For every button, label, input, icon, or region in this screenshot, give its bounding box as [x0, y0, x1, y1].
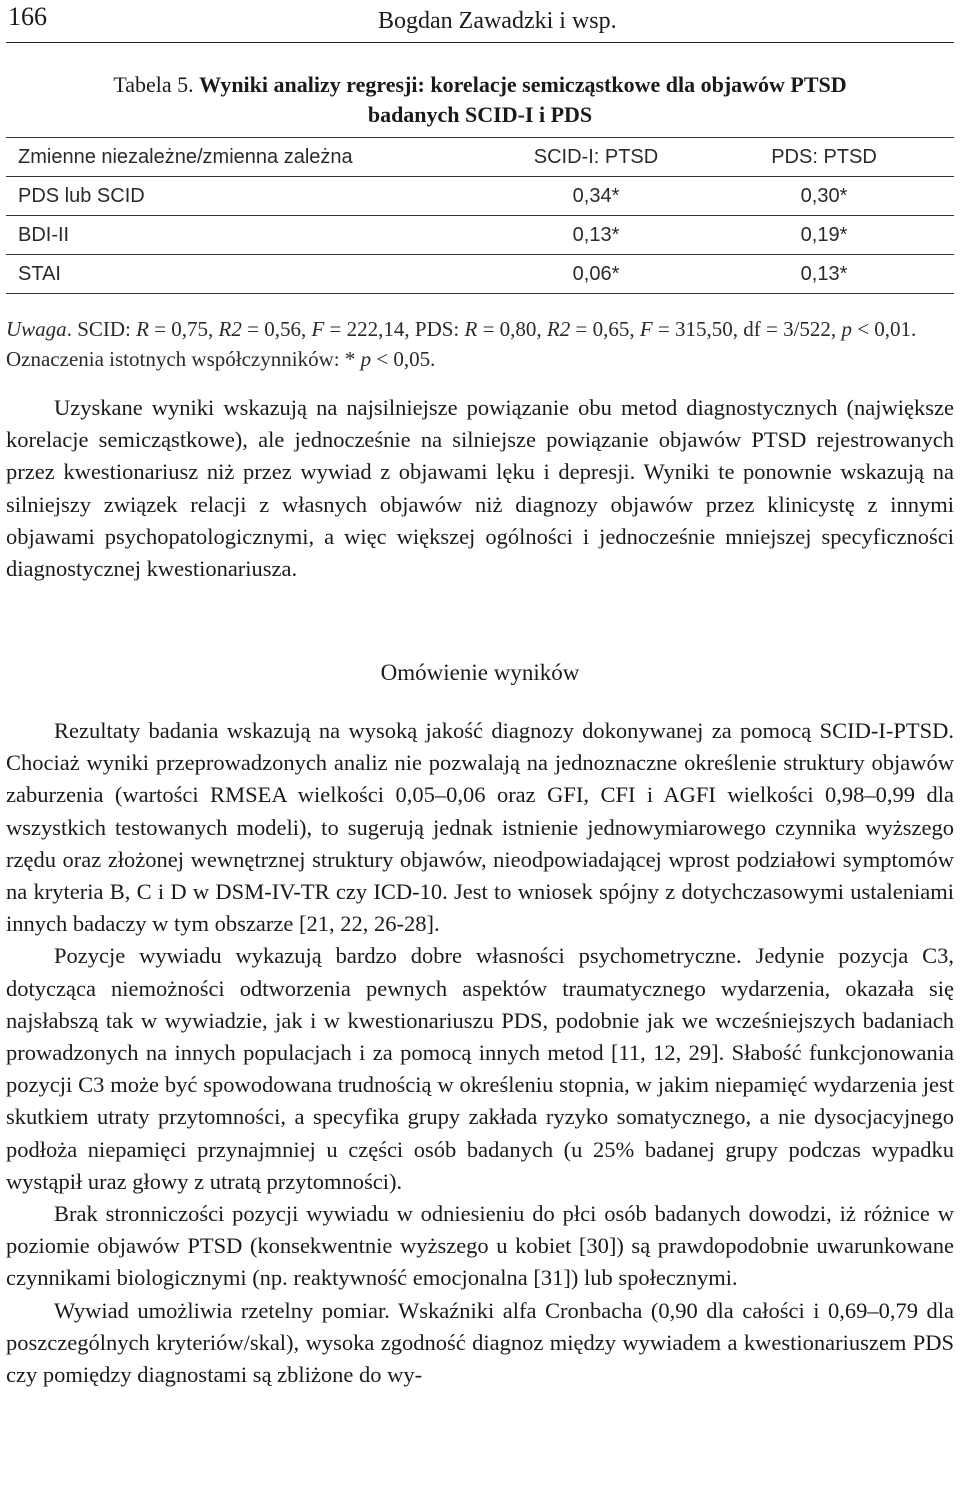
table-title-line-2: badanych SCID-I i PDS	[367, 102, 593, 127]
results-discussion-text	[6, 392, 954, 585]
running-head: Bogdan Zawadzki i wsp.	[378, 8, 617, 34]
note-symbol: p	[360, 347, 372, 371]
table-caption	[0, 70, 960, 130]
table-header-row	[6, 138, 954, 177]
body-paragraph: Wywiad umożliwia rzetelny pomiar. Wskaźniki alfa Cronbacha (0,90 dla całości i 0,69–0,79 dla poszczególnych kryteriów/skal), wysoka zgodność diagnoz między wywiadem a kwestionariuszem PDS czy pomiędzy diagnostami są zbliżone do wy-	[6, 1297, 954, 1388]
column-header: Zmienne niezależne/zmienna zależna	[6, 138, 498, 177]
table-caption-line-1	[0, 70, 960, 100]
note-symbol: R2	[218, 317, 242, 341]
note-text: . SCID:	[66, 317, 137, 341]
table-cell: 0,13*	[694, 255, 954, 294]
table-note	[6, 314, 954, 374]
results-table	[6, 137, 954, 294]
table-row	[6, 216, 954, 255]
note-text: < 0,01. Oznaczenia istotnych współczynników: *	[6, 317, 917, 371]
note-text: = 0,80,	[477, 317, 547, 341]
table-cell: 0,19*	[694, 216, 954, 255]
column-header: PDS: PTSD	[694, 138, 954, 177]
body-paragraph: Brak stronniczości pozycji wywiadu w odniesieniu do płci osób badanych dowodzi, iż różnice w poziomie objawów PTSD (konsekwentnie wyższego u kobiet [30]) są prawdopodobnie uwarunkowane czynnikami biologicznymi (np. reaktywność emocjonalna [31]) lub społecznymi.	[6, 1201, 954, 1291]
row-label: BDI-II	[6, 216, 498, 255]
section-heading: Omówienie wyników	[380, 660, 580, 685]
row-label: PDS lub SCID	[6, 177, 498, 216]
column-header: SCID-I: PTSD	[498, 138, 694, 177]
discussion-text	[6, 715, 954, 1391]
header-rule	[6, 42, 954, 43]
table-row	[6, 177, 954, 216]
note-text: < 0,05.	[371, 347, 436, 371]
note-symbol: R2	[546, 317, 571, 341]
table-row	[6, 255, 954, 294]
note-text: = 0,65,	[570, 317, 640, 341]
note-symbol: F	[311, 317, 325, 341]
note-text: = 315,50, df = 3/522,	[652, 317, 842, 341]
table-cell: 0,30*	[694, 177, 954, 216]
note-symbol: R	[464, 317, 478, 341]
page-header	[6, 0, 960, 40]
note-symbol: p	[841, 317, 852, 341]
note-text: = 222,14, PDS:	[324, 317, 465, 341]
table-cell: 0,34*	[498, 177, 694, 216]
note-text: = 0,75,	[148, 317, 219, 341]
note-symbol: F	[639, 317, 653, 341]
note-label: Uwaga	[6, 317, 67, 341]
body-paragraph: Pozycje wywiadu wykazują bardzo dobre własności psychometryczne. Jedynie pozycja C3, dotycząca niemożności odtworzenia pewnych aspektów traumatycznego wydarzenia, okazała się najsłabszą tak w wywiadzie, jak i w kwestionariuszu PDS, podobnie jak we wcześniejszych badaniach prowadzonych na innych populacjach i za pomocą innych metod [11, 12, 29]. Słabość funkcjonowania pozycji C3 może być spowodowana trudnością w określeniu stopnia, w jakim niepamięć wydarzenia jest skutkiem utraty przytomności, a specyfika grupy zakłada ryzyko somatycznego, a nie dysocjacyjnego podłoża niepamięci przynajmniej u części osób badanych (u 25% badanej grupy podczas wypadku wystąpił uraz głowy z utratą przytomności).	[6, 943, 954, 1194]
table-cell: 0,06*	[498, 255, 694, 294]
row-label: STAI	[6, 255, 498, 294]
note-symbol: R	[136, 317, 149, 341]
table-title: Wyniki analizy regresji: korelacje semicząstkowe dla objawów PTSD	[199, 72, 847, 97]
page-number: 166	[8, 2, 47, 31]
body-paragraph: Uzyskane wyniki wskazują na najsilniejsze powiązanie obu metod diagnostycznych (największe korelacje semicząstkowe), ale jednocześnie na silniejsze powiązanie objawów PTSD rejestrowanych przez kwestionariusz niż przez wywiad z objawami lęku i depresji. Wyniki te ponownie wskazują na silniejszy związek relacji z własnych objawów niż diagnozy objawów przez klinicystę z innymi objawami psychopatologicznymi, a więc większej ogólności i jednocześnie mniejszej specyficzności diagnostycznej kwestionariusza.	[6, 395, 954, 582]
table-cell: 0,13*	[498, 216, 694, 255]
table-label: Tabela 5.	[113, 72, 194, 97]
body-paragraph: Rezultaty badania wskazują na wysoką jakość diagnozy dokonywanej za pomocą SCID-I-PTSD. Chociaż wyniki przeprowadzonych analiz nie pozwalają na jednoznaczne określenie struktury objawów zaburzenia (wartości RMSEA wielkości 0,05–0,06 oraz GFI, CFI i AGFI wielkości 0,98–0,99 dla wszystkich testowanych modeli), to sugerują jednak istnienie jednowymiarowego czynnika wyższego rzędu oraz złożonej wewnętrznej struktury objawów, nieodpowiadającej wprost podziałowi symptomów na kryteria B, C i D w DSM-IV-TR czy ICD-10. Jest to wniosek spójny z dotychczasowymi ustaleniami innych badaczy w tym obszarze [21, 22, 26-28].	[6, 718, 954, 937]
note-text: = 0,56,	[241, 317, 312, 341]
